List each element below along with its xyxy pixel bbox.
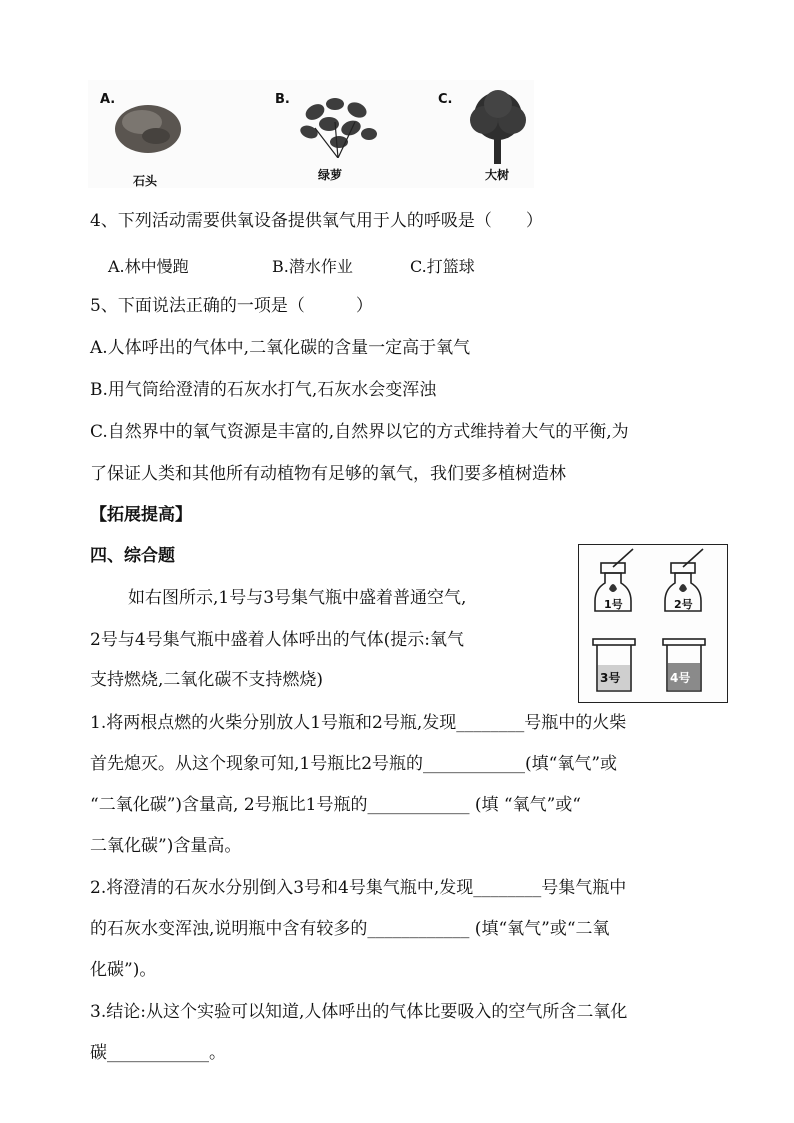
item-2-line-3: 化碳”)。 [90, 960, 157, 980]
item-1-line-1: 1.将两根点燃的火柴分别放人1号瓶和2号瓶,发现________号瓶中的火柴 [90, 713, 627, 733]
q5-option-c-continued: 了保证人类和其他所有动植物有足够的氧气，我们要多植树造林 [90, 464, 566, 484]
item-3-line-2: 碳____________。 [90, 1043, 226, 1063]
image-c-label: C. [438, 92, 453, 107]
bottle-3-lid [593, 639, 635, 645]
item-2-line-1: 2.将澄清的石灰水分别倒入3号和4号集气瓶中,发现________号集气瓶中 [90, 878, 627, 898]
question-5: 5、下面说法正确的一项是（ ） [90, 296, 373, 316]
item-3-line-1: 3.结论:从这个实验可以知道,人体呼出的气体比要吸入的空气所含二氧化 [90, 1002, 628, 1022]
bottle-1-label: 1号 [604, 598, 623, 611]
bottle-4-lid [663, 639, 705, 645]
q4-option-c: C.打篮球 [410, 257, 475, 276]
item-1-line-4: 二氧化碳”)含量高。 [90, 836, 242, 856]
question-4: 4、下列活动需要供氧设备提供氧气用于人的呼吸是（ ） [90, 211, 543, 231]
q4-option-a: A.林中慢跑 [108, 257, 189, 276]
bottle-3-label: 3号 [600, 671, 621, 685]
image-b-label: B. [275, 92, 290, 107]
tree-image [462, 88, 534, 166]
image-a-caption: 石头 [133, 174, 158, 188]
image-a-label: A. [100, 92, 116, 107]
intro-line-3: 支持燃烧,二氧化碳不支持燃烧) [90, 670, 324, 690]
item-2-line-2: 的石灰水变浑浊,说明瓶中含有较多的____________ (填“氧气”或“二氧 [90, 919, 610, 939]
item-1-line-3: “二氧化碳”)含量高, 2号瓶比1号瓶的____________ (填 “氧气”或“ [90, 795, 581, 815]
image-c-caption: 大树 [485, 168, 510, 182]
q5-option-c: C.自然界中的氧气资源是丰富的,自然界以它的方式维持着大气的平衡,为 [90, 422, 629, 442]
q4-option-b: B.潜水作业 [272, 257, 353, 276]
section-part4-heading: 四、综合题 [90, 546, 175, 566]
stone-image [112, 98, 184, 156]
intro-line-1: 如右图所示,1号与3号集气瓶中盛着普通空气, [128, 588, 467, 608]
gas-bottles-figure [578, 544, 728, 703]
bottle-4-label: 4号 [670, 671, 691, 685]
q5-option-a: A.人体呼出的气体中,二氧化碳的含量一定高于氧气 [90, 338, 471, 358]
item-1-line-2: 首先熄灭。从这个现象可知,1号瓶比2号瓶的____________(填“氧气”或 [90, 754, 618, 774]
bottle-2-label: 2号 [674, 598, 693, 611]
image-b-caption: 绿萝 [318, 168, 343, 182]
intro-line-2: 2号与4号集气瓶中盛着人体呼出的气体(提示:氧气 [90, 630, 464, 650]
q5-option-b: B.用气筒给澄清的石灰水打气,石灰水会变浑浊 [90, 380, 437, 400]
pothos-plant-image [295, 92, 381, 158]
section-expand-heading: 【拓展提高】 [90, 505, 192, 525]
